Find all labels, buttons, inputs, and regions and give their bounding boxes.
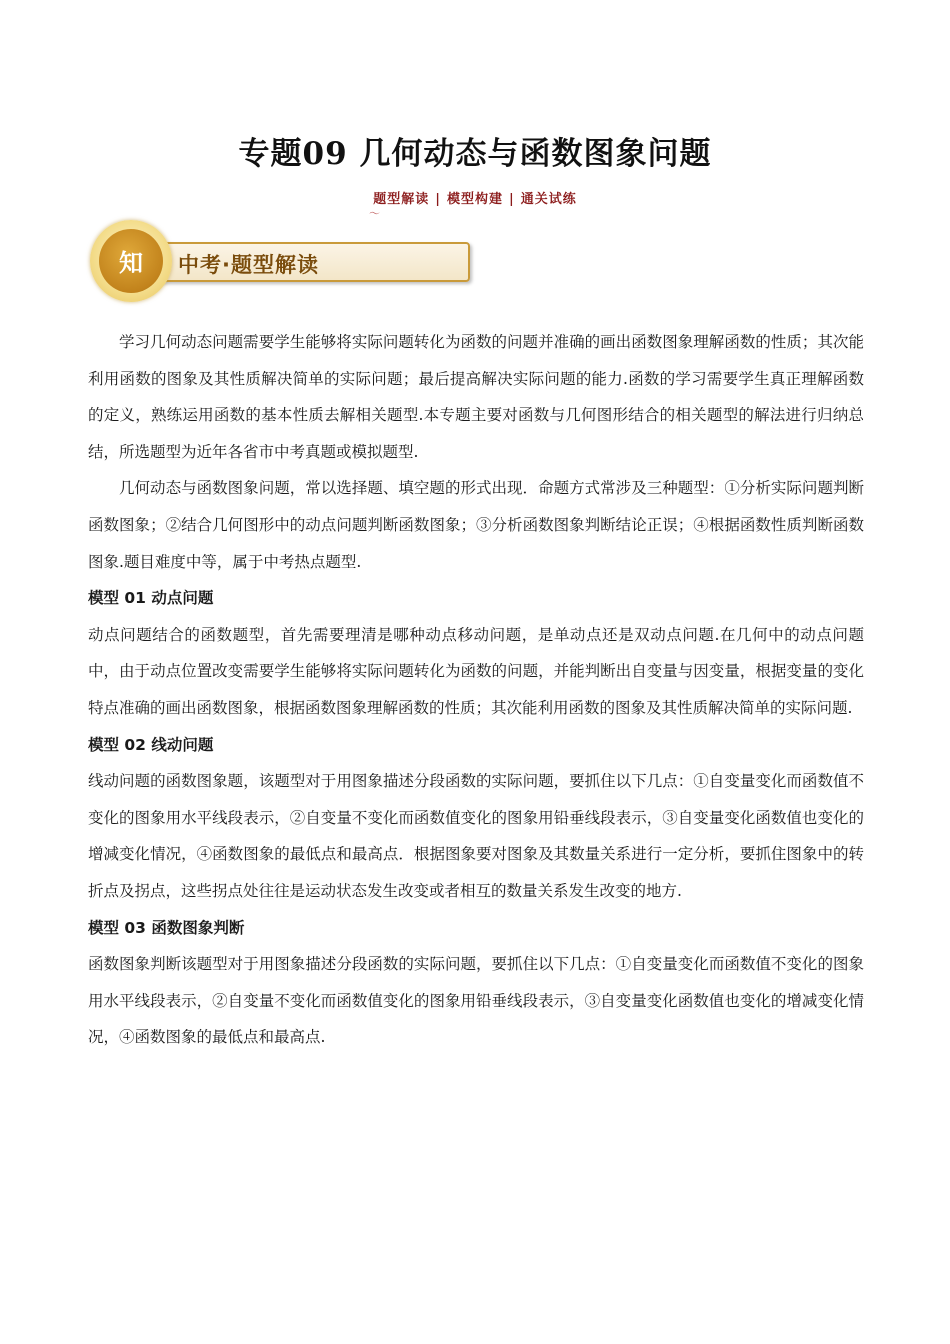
document-body bbox=[88, 324, 864, 1056]
page-title: 专题09 几何动态与函数图象问题 bbox=[238, 136, 712, 172]
nav-item-practice: 通关试练 bbox=[520, 192, 577, 207]
badge-medal-char: 知 bbox=[119, 249, 143, 277]
model-heading: 模型 02 线动问题 bbox=[88, 735, 214, 754]
model-heading: 模型 01 动点问题 bbox=[88, 589, 214, 608]
intro-paragraph: 几何动态与函数图象问题，常以选择题、填空题的形式出现．命题方式常涉及三种题型：①分析实际问题判断函数图象；②结合几何图形中的动点问题判断函数图象；③分析函数图象判断结论正误；④根据函数性质判断函数图象.题目难度中等，属于中考热点题型. bbox=[88, 479, 864, 571]
nav-decoration: 〜 bbox=[369, 207, 380, 220]
section-badge bbox=[90, 220, 390, 302]
model-text: 函数图象判断该题型对于用图象描述分段函数的实际问题，要抓住以下几点：①自变量变化而函数值不变化的图象用水平线段表示，②自变量不变化而函数值变化的图象用铅垂线段表示，③自变量变化函数值也变化的增减变化情况，④函数图象的最低点和最高点. bbox=[88, 955, 864, 1047]
nav-item-model-building: 模型构建 bbox=[446, 192, 503, 207]
nav-separator: | bbox=[435, 192, 441, 207]
model-heading: 模型 03 函数图象判断 bbox=[88, 918, 245, 937]
model-text: 动点问题结合的函数题型，首先需要理清是哪种动点移动问题，是单动点还是双动点问题.在几何中的动点问题中，由于动点位置改变需要学生能够将实际问题转化为函数的问题，并能判断出自变量与因变量，根据变量的变化特点准确的画出函数图象，根据函数图象理解函数的性质；其次能利用函数的图象及其性质解决简单的实际问题. bbox=[88, 625, 864, 717]
nav-separator: | bbox=[509, 192, 515, 207]
badge-label: 中考·题型解读 bbox=[178, 253, 319, 277]
model-text: 线动问题的函数图象题，该题型对于用图象描述分段函数的实际问题，要抓住以下几点：①自变量变化而函数值不变化的图象用水平线段表示，②自变量不变化而函数值变化的图象用铅垂线段表示，③自变量变化函数值也变化的增减变化情况，④函数图象的最低点和最高点．根据图象要对图象及其数量关系进行一定分析，要抓住图象中的转折点及拐点，这些拐点处往往是运动状态发生改变或者相互的数量关系发生改变的地方. bbox=[88, 772, 864, 900]
section-nav bbox=[0, 188, 950, 207]
nav-item-question-types: 题型解读 bbox=[373, 192, 430, 207]
intro-paragraph: 学习几何动态问题需要学生能够将实际问题转化为函数的问题并准确的画出函数图象理解函数的性质；其次能利用函数的图象及其性质解决简单的实际问题；最后提高解决实际问题的能力.函数的学习需要学生真正理解函数的定义，熟练运用函数的基本性质去解相关题型.本专题主要对函数与几何图形结合的相关题型的解法进行归纳总结，所选题型为近年各省市中考真题或模拟题型. bbox=[88, 333, 864, 461]
